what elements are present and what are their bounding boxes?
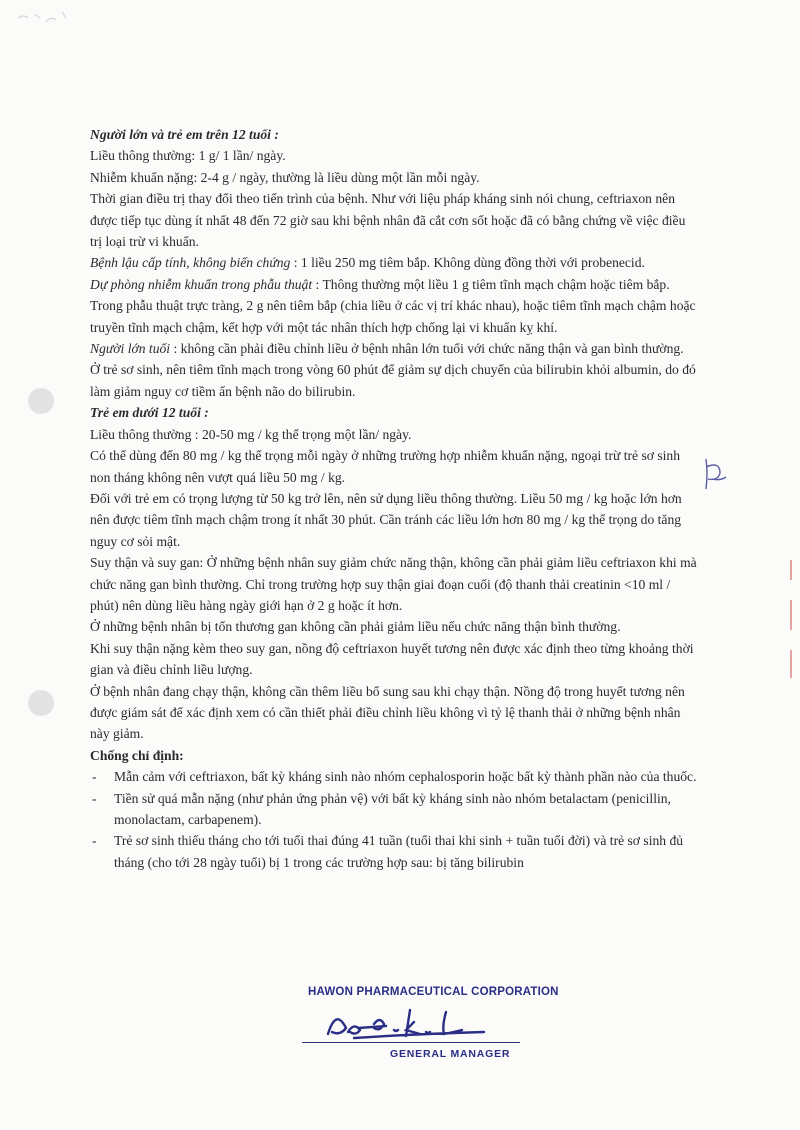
section-heading: Trẻ em dưới 12 tuổi : bbox=[90, 405, 209, 421]
signature bbox=[318, 1004, 488, 1044]
bullet-text: Tiền sử quá mẫn nặng (như phản ứng phản vệ) với bất kỳ kháng sinh nào nhóm betalactam (penicillin, monolactam, carbapenem). bbox=[114, 790, 671, 827]
bullet-marker: - bbox=[92, 769, 97, 785]
body-paragraph: Ở bệnh nhân đang chạy thận, không cần thêm liều bổ sung sau khi chạy thận. Nồng độ trong huyết tương nên được giám sát để xác định xem có cần thiết phải điều chỉnh liều không vì tỷ lệ thanh thải ở những bệnh nhân này giảm. bbox=[90, 683, 685, 742]
dosage-paragraph bbox=[90, 252, 700, 273]
stamp-company-name: HAWON PHARMACEUTICAL CORPORATION bbox=[308, 986, 559, 998]
body-paragraph: Khi suy thận nặng kèm theo suy gan, nồng độ ceftriaxon huyết tương nên được xác định theo từng khoảng thời gian và điều chỉnh liều lượng. bbox=[90, 640, 694, 678]
bullet-marker: - bbox=[92, 790, 97, 806]
contraindication-item bbox=[90, 788, 700, 831]
bullet-marker: - bbox=[92, 833, 97, 849]
bullet-text: Trẻ sơ sinh thiếu tháng cho tới tuổi thai đúng 41 tuần (tuổi thai khi sinh + tuần tuổi đời) và trẻ sơ sinh đủ tháng (cho tới 28 ngày tuổi) bị 1 trong các trường hợp sau: bị tăng bilirubin bbox=[114, 833, 684, 870]
paragraph-text: : Thông thường một liều 1 g tiêm tĩnh mạch chậm hoặc tiêm bắp. Trong phẫu thuật trực tràng, 2 g nên tiêm bắp (chia liều ở các vị trí khác nhau), hoặc tiêm tĩnh mạch chậm hoặc truyền tĩnh mạch chậm, kết hợp với một tác nhân thích hợp chống lại vi khuẩn kỵ khí. bbox=[90, 276, 696, 335]
signature-line bbox=[302, 1042, 520, 1043]
paragraph-lead: Người lớn tuổi bbox=[90, 341, 171, 357]
bullet-text: Mẫn cảm với ceftriaxon, bất kỳ kháng sinh nào nhóm cephalosporin hoặc bất kỳ thành phần nào của thuốc. bbox=[114, 769, 697, 785]
body-paragraph: Thời gian điều trị thay đổi theo tiến trình của bệnh. Như với liệu pháp kháng sinh nói chung, ceftriaxon nên được tiếp tục dùng ít nhất 48 đến 72 giờ sau khi bệnh nhân đã cắt cơn sốt hoặc đã có bằng chứng về việc điều trị loại trừ vi khuẩn. bbox=[90, 191, 686, 250]
punch-hole bbox=[28, 690, 54, 716]
body-paragraph: Ở những bệnh nhân bị tổn thương gan không cần phải giảm liều nếu chức năng thận bình thường. bbox=[90, 619, 621, 635]
document-body bbox=[90, 124, 700, 873]
edge-scan-mark bbox=[788, 560, 794, 680]
corner-scan-mark bbox=[12, 4, 82, 44]
stamp-title: GENERAL MANAGER bbox=[390, 1048, 511, 1060]
dosage-paragraph bbox=[90, 274, 700, 338]
section-heading: Chống chỉ định: bbox=[90, 747, 184, 763]
body-paragraph: Có thể dùng đến 80 mg / kg thể trọng mỗi ngày ở những trường hợp nhiễm khuẩn nặng, ngoại trừ trẻ sơ sinh non tháng không nên vượt quá liều 50 mg / kg. bbox=[90, 448, 681, 485]
punch-hole bbox=[28, 388, 54, 414]
dosage-paragraph bbox=[90, 338, 700, 359]
body-paragraph: Đối với trẻ em có trọng lượng từ 50 kg trở lên, nên sử dụng liều thông thường. Liều 50 mg / kg hoặc lớn hơn nên được tiêm tĩnh mạch chậm trong ít nhất 30 phút. Cần tránh các liều lớn hơn 80 mg / kg thể trọng do tăng nguy cơ sỏi mật. bbox=[90, 490, 682, 549]
body-paragraph: Nhiễm khuẩn nặng: 2-4 g / ngày, thường là liều dùng một lần mỗi ngày. bbox=[90, 169, 480, 185]
body-paragraph: Liều thông thường: 1 g/ 1 lần/ ngày. bbox=[90, 148, 286, 164]
body-paragraph: Liều thông thường : 20-50 mg / kg thể trọng một lần/ ngày. bbox=[90, 426, 412, 442]
body-paragraph: Suy thận và suy gan: Ở những bệnh nhân suy giảm chức năng thận, không cần phải giảm liều ceftriaxon khi mà chức năng gan bình thường. Chỉ trong trường hợp suy thận giai đoạn cuối (độ thanh thải creatinin <10 ml / phút) nên dùng liều hàng ngày giới hạn ở 2 g hoặc ít hơn. bbox=[90, 555, 697, 613]
margin-initial-mark bbox=[698, 455, 730, 491]
paragraph-lead: Dự phòng nhiễm khuẩn trong phẫu thuật bbox=[90, 276, 313, 292]
contraindication-item bbox=[90, 766, 700, 787]
paragraph-text: : 1 liều 250 mg tiêm bắp. Không dùng đồng thời với probenecid. bbox=[293, 255, 645, 271]
body-paragraph: Ở trẻ sơ sinh, nên tiêm tĩnh mạch trong vòng 60 phút để giảm sự dịch chuyển của bilirubin khỏi albumin, do đó làm giảm nguy cơ tiềm ẩn bệnh não do bilirubin. bbox=[90, 362, 696, 399]
section-heading: Người lớn và trẻ em trên 12 tuổi : bbox=[90, 127, 279, 142]
contraindication-item bbox=[90, 830, 700, 873]
paragraph-lead: Bệnh lậu cấp tính, không biến chứng bbox=[90, 255, 291, 271]
paragraph-text: : không cần phải điều chỉnh liều ở bệnh nhân lớn tuổi với chức năng thận và gan bình thường. bbox=[173, 341, 684, 357]
company-stamp bbox=[300, 984, 559, 1064]
